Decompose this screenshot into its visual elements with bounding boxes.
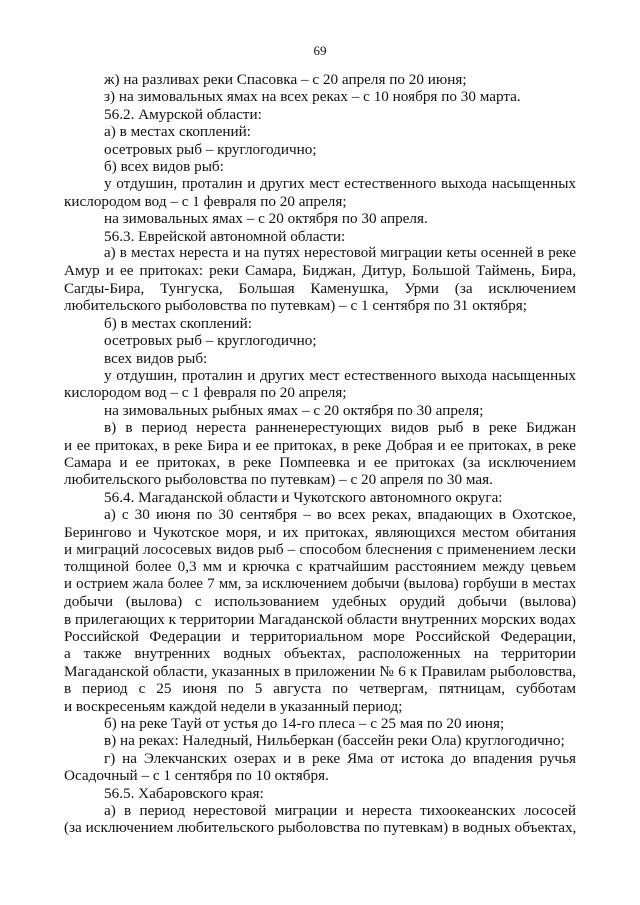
text-line: у отдушин, проталин и других мест естественного выхода насыщенных (104, 175, 576, 193)
text-line: кислородом вод – с 1 февраля по 20 апреля; (64, 192, 347, 210)
text-line: а) в период нерестовой миграции и нереста тихоокеанских лососей (104, 802, 576, 820)
text-line: и миграций лососевых видов рыб – способом блеснения с применением лески (64, 540, 576, 558)
text-line: в прилегающих к территории Магаданской области внутренних морских водах (64, 610, 576, 628)
text-line: г) на Элекчанских озерах и в реке Яма от истока до впадения ручья (104, 749, 576, 767)
text-line: б) всех видов рыб: (104, 158, 224, 176)
text-line: добычи (вылова) с использованием удебных орудий добычи (вылова) (64, 593, 576, 611)
text-line: осетровых рыб – круглогодично; (104, 140, 317, 158)
text-line: на зимовальных ямах – с 20 октября по 30 апреля. (104, 210, 428, 228)
text-line: любительского рыболовства по путевкам) – с 20 апреля по 30 мая. (64, 471, 493, 489)
text-line: толщиной более 0,3 мм и крючка с кратчайшим расстоянием между цевьем (64, 558, 576, 576)
text-line: и ее притоках, в реке Бира и ее притоках, в реке Добрая и ее притоках, в реке (64, 436, 576, 454)
text-line: Самара и ее притоках, в реке Помпеевка и ее притоках (за исключением (64, 453, 576, 471)
text-line: б) на реке Тауй от устья до 14-го плеса – с 25 мая по 20 июня; (104, 715, 505, 733)
text-line: на зимовальных рыбных ямах – с 20 октября по 30 апреля; (104, 401, 484, 419)
text-line: з) на зимовальных ямах на всех реках – с 10 ноября по 30 марта. (104, 88, 521, 106)
text-line: а) с 30 июня по 30 сентября – во всех реках, впадающих в Охотское, (104, 506, 576, 524)
text-line: Берингово и Чукотское моря, и их притоках, являющихся местом обитания (64, 523, 576, 541)
text-line: ж) на разливах реки Спасовка – с 20 апреля по 20 июня; (104, 71, 467, 88)
text-line: б) в местах скоплений: (104, 314, 252, 332)
text-line: кислородом вод – с 1 февраля по 20 апреля; (64, 384, 347, 402)
text-line: любительского рыболовства по путевкам) – с 1 сентября по 31 октября; (64, 297, 527, 315)
text-line: Амур и ее притоках: реки Самара, Биджан, Дитур, Большой Таймень, Бира, (64, 262, 576, 280)
text-line: а) в местах нереста и на путях нерестовой миграции кеты осенней в реке (104, 245, 576, 262)
text-line: осетровых рыб – круглогодично; (104, 332, 317, 350)
document-body (64, 71, 576, 837)
text-line: и воскресеньям каждой недели в указанный период; (64, 697, 403, 715)
text-line: в) на реках: Наледный, Нильберкан (бассейн реки Ола) круглогодично; (104, 732, 565, 750)
text-line: (за исключением любительского рыболовства по путевкам) в водных объектах, (64, 819, 577, 837)
text-line: а также внутренних водных объектах, расположенных на территории (64, 645, 576, 663)
text-line: в период с 25 июня по 5 августа по четвергам, пятницам, субботам (64, 680, 576, 698)
text-line: 56.2. Амурской области: (104, 105, 262, 123)
text-line: Осадочный – с 1 сентября по 10 октября. (64, 767, 329, 785)
text-line: 56.4. Магаданской области и Чукотского автономного округа: (104, 488, 503, 506)
text-line: Сагды-Бира, Тунгуска, Большая Каменушка, Урми (за исключением (64, 279, 576, 297)
text-line: 56.5. Хабаровского края: (104, 784, 264, 802)
text-line: всех видов рыб: (104, 349, 208, 367)
text-line: а) в местах скоплений: (104, 123, 251, 141)
page-number: 69 (313, 43, 327, 58)
text-line: Магаданской области, указанных в приложении № 6 к Правилам рыболовства, (64, 662, 576, 680)
text-line: у отдушин, проталин и других мест естественного выхода насыщенных (104, 366, 576, 384)
text-line: 56.3. Еврейской автономной области: (104, 227, 346, 245)
text-line: Российской Федерации и территориальном море Российской Федерации, (64, 628, 576, 645)
text-line: и острием жала более 7 мм, за исключением добычи (вылова) горбуши в местах (64, 575, 576, 592)
text-line: в) в период нереста ранненерестующих видов рыб в реке Биджан (104, 419, 576, 437)
